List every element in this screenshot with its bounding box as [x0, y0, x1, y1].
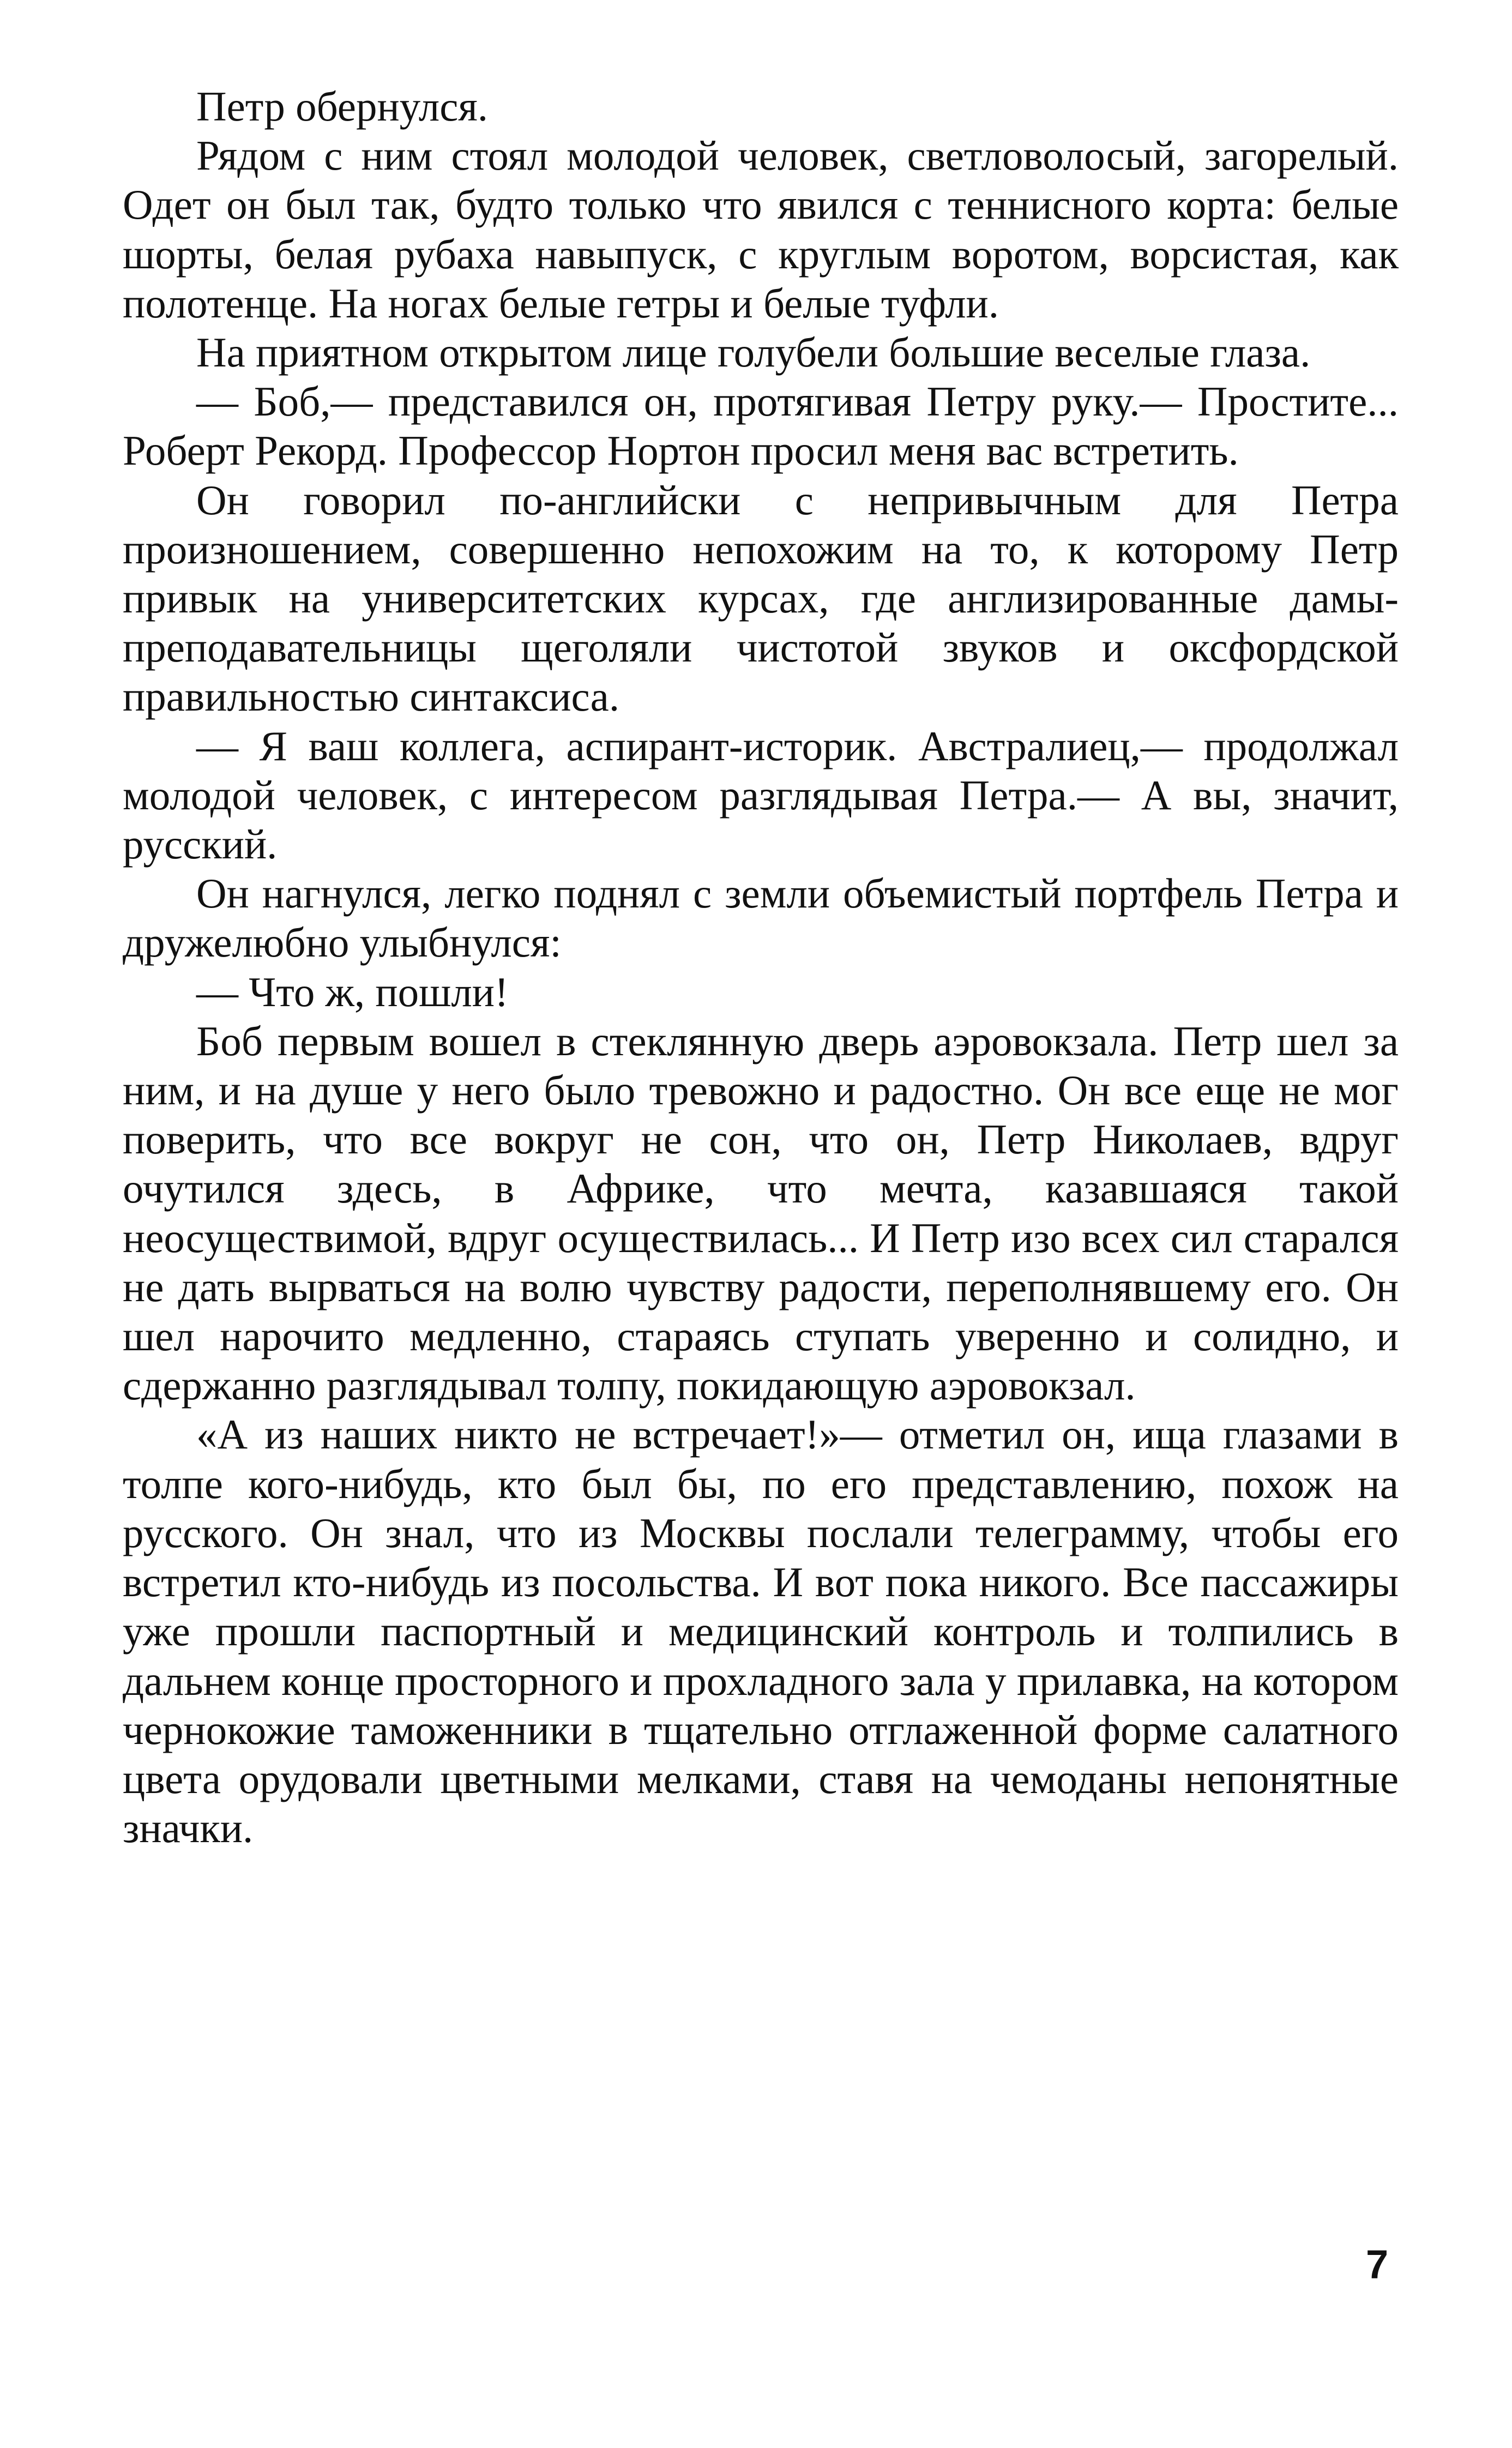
paragraph: Он говорил по-английски с непривычным для Петра произношением, совершенно непохожим на то, к которому Петр привык на университетских курсах, где англизированные дамы-преподавательницы щеголяли чистотой звуков и оксфордской правильностью синтаксиса. [123, 476, 1399, 720]
page-text [123, 82, 1399, 1852]
paragraph: Боб первым вошел в стеклянную дверь аэровокзала. Петр шел за ним, и на душе у него было тревожно и радостно. Он все еще не мог поверить, что все вокруг не сон, что он, Петр Николаев, вдруг очутился здесь, в Африке, что мечта, казавшаяся такой неосуществимой, вдруг осуществилась... И Петр изо всех сил старался не дать вырваться на волю чувству радости, переполнявшему его. Он шел нарочито медленно, стараясь ступать уверенно и солидно, и сдержанно разглядывал толпу, покидающую аэровокзал. [123, 1017, 1399, 1409]
paragraph: Он нагнулся, легко поднял с земли объемистый портфель Петра и дружелюбно улыбнулся: [123, 870, 1399, 966]
paragraph: «А из наших никто не встречает!»— отметил он, ища глазами в толпе кого-нибудь, кто был бы, по его представлению, похож на русского. Он знал, что из Москвы послали телеграмму, чтобы его встретил кто-нибудь из посольства. И вот пока никого. Все пассажиры уже прошли паспортный и медицинский контроль и толпились в дальнем конце просторного и прохладного зала у прилавка, на котором чернокожие таможенники в тщательно отглаженной форме салатного цвета орудовали цветными мелками, ставя на чемоданы непонятные значки. [123, 1411, 1399, 1852]
paragraph: — Что ж, пошли! [196, 968, 509, 1015]
paragraph: Петр обернулся. [196, 83, 489, 130]
paragraph: Рядом с ним стоял молодой человек, светловолосый, загорелый. Одет он был так, будто только что явился с теннисного корта: белые шорты, белая рубаха навыпуск, с круглым воротом, ворсистая, как полотенце. На ногах белые гетры и белые туфли. [123, 132, 1399, 327]
paragraph: — Я ваш коллега, аспирант-историк. Австралиец,— продолжал молодой человек, с интересом разглядывая Петра.— А вы, значит, русский. [123, 722, 1399, 868]
page-number: 7 [1366, 2242, 1389, 2287]
paragraph: На приятном открытом лице голубели большие веселые глаза. [196, 329, 1311, 376]
paragraph: — Боб,— представился он, протягивая Петру руку.— Простите... Роберт Рекорд. Профессор Нортон просил меня вас встретить. [123, 378, 1399, 474]
